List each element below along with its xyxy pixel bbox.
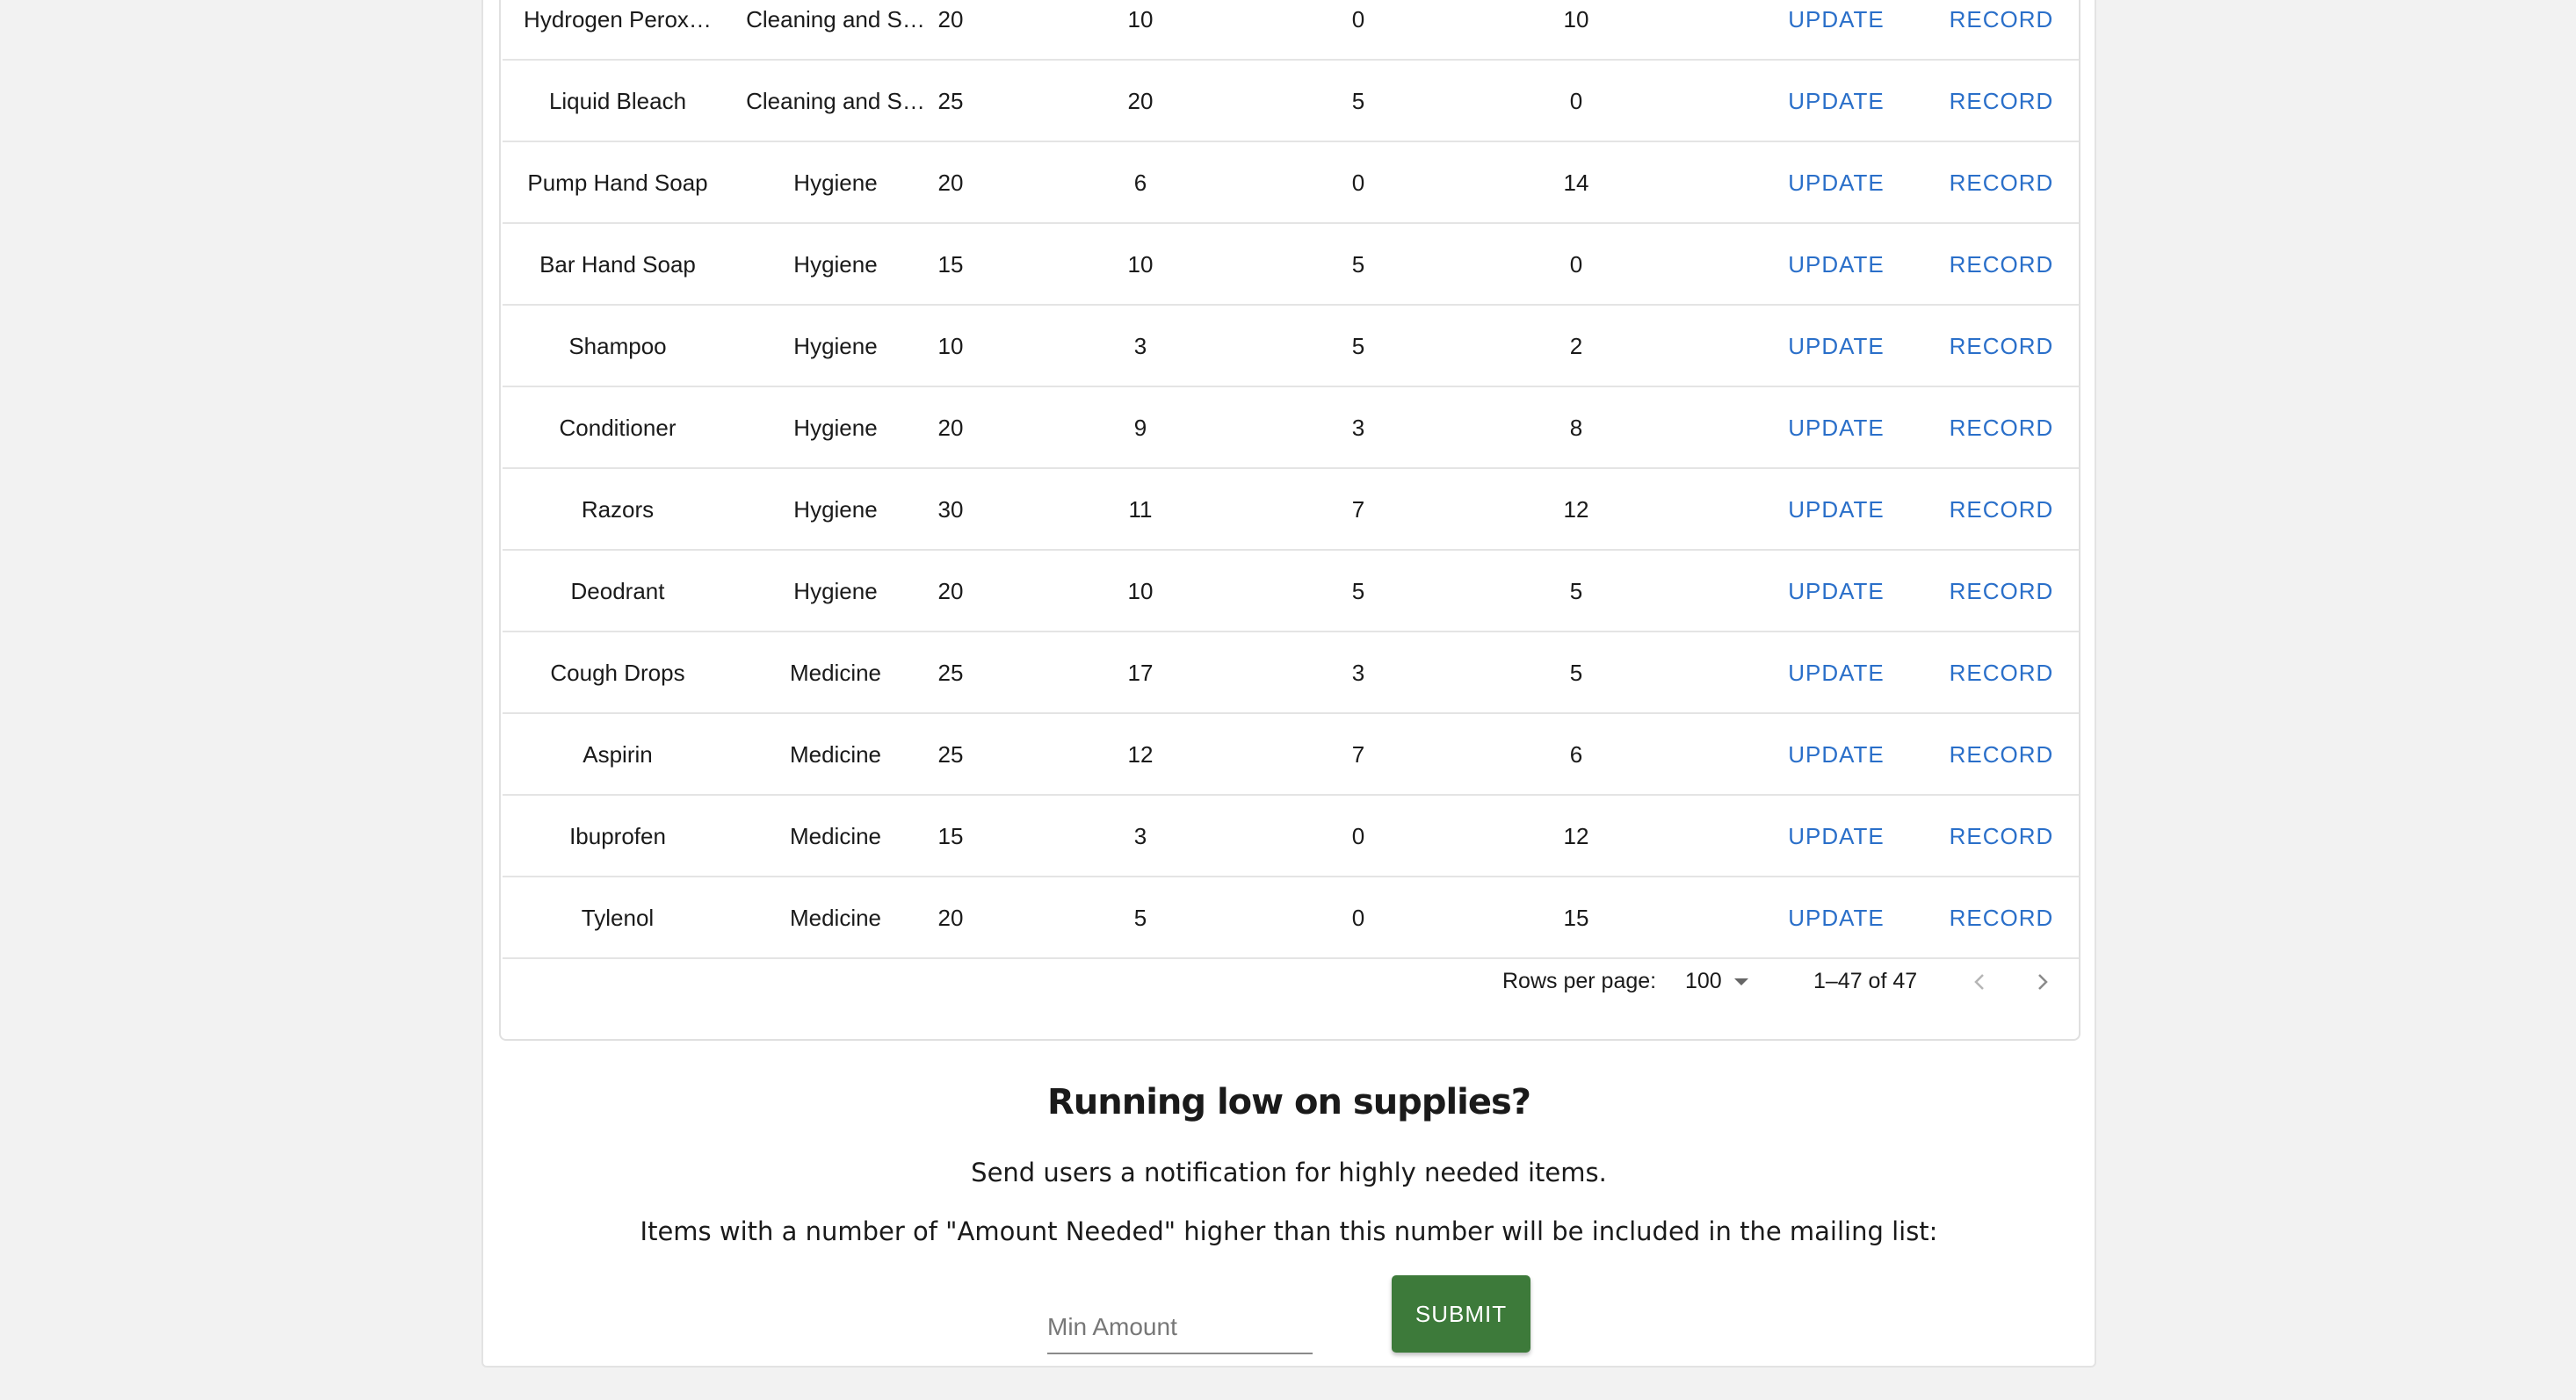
update-button[interactable]: UPDATE <box>1788 741 1885 768</box>
table-row <box>503 306 2079 387</box>
goal-cell: 20 <box>937 170 964 196</box>
amount-needed-cell: 10 <box>1563 6 1589 32</box>
goal-cell: 15 <box>937 251 964 278</box>
table-row <box>503 714 2079 796</box>
reserved-cell: 7 <box>1351 496 1365 523</box>
goal-cell: 15 <box>937 823 964 849</box>
reserved-cell: 7 <box>1351 741 1365 768</box>
table-row <box>503 387 2079 469</box>
item-name-cell: Conditioner <box>559 415 677 441</box>
reserved-cell: 5 <box>1351 578 1365 604</box>
table-row <box>503 0 2079 61</box>
notify-description: Items with a number of "Amount Needed" higher than this number will be included in the mailing list: <box>640 1216 1938 1246</box>
item-name-cell: Hydrogen Perox… <box>524 6 712 32</box>
rows-per-page-select[interactable] <box>1685 941 1764 1022</box>
record-button[interactable]: RECORD <box>1949 6 2054 32</box>
amount-needed-cell: 5 <box>1569 660 1583 686</box>
category-cell: Cleaning and S… <box>746 6 925 32</box>
item-name-cell: Aspirin <box>582 741 653 768</box>
item-name-cell: Shampoo <box>568 333 667 359</box>
record-button[interactable]: RECORD <box>1949 578 2054 604</box>
category-cell: Hygiene <box>793 251 878 278</box>
in-stock-cell: 20 <box>1127 88 1154 114</box>
update-button[interactable]: UPDATE <box>1788 578 1885 604</box>
in-stock-cell: 10 <box>1127 251 1154 278</box>
in-stock-cell: 3 <box>1133 823 1147 849</box>
amount-needed-cell: 14 <box>1563 170 1589 196</box>
chevron-right-icon[interactable] <box>2028 967 2058 997</box>
amount-needed-cell: 2 <box>1569 333 1583 359</box>
item-name-cell: Cough Drops <box>550 660 685 686</box>
pagination-range: 1–47 of 47 <box>1813 969 1918 993</box>
update-button[interactable]: UPDATE <box>1788 823 1885 849</box>
goal-cell: 20 <box>937 6 964 32</box>
category-cell: Hygiene <box>793 578 878 604</box>
table-row <box>503 224 2079 306</box>
goal-cell: 20 <box>937 578 964 604</box>
record-button[interactable]: RECORD <box>1949 905 2054 931</box>
goal-cell: 25 <box>937 660 964 686</box>
item-name-cell: Tylenol <box>581 905 655 931</box>
reserved-cell: 0 <box>1351 6 1365 32</box>
table-row <box>503 61 2079 142</box>
in-stock-cell: 3 <box>1133 333 1147 359</box>
item-name-cell: Bar Hand Soap <box>539 251 696 278</box>
table-row <box>503 632 2079 714</box>
submit-button[interactable]: SUBMIT <box>1392 1275 1530 1353</box>
min-amount-input[interactable] <box>1047 1302 1313 1354</box>
amount-needed-cell: 0 <box>1569 88 1583 114</box>
table-row <box>503 469 2079 551</box>
reserved-cell: 5 <box>1351 333 1365 359</box>
in-stock-cell: 9 <box>1133 415 1147 441</box>
category-cell: Hygiene <box>793 170 878 196</box>
update-button[interactable]: UPDATE <box>1788 415 1885 441</box>
update-button[interactable]: UPDATE <box>1788 251 1885 278</box>
table-row <box>503 796 2079 877</box>
amount-needed-cell: 0 <box>1569 251 1583 278</box>
goal-cell: 10 <box>937 333 964 359</box>
update-button[interactable]: UPDATE <box>1788 496 1885 523</box>
category-cell: Medicine <box>789 741 882 768</box>
update-button[interactable]: UPDATE <box>1788 905 1885 931</box>
record-button[interactable]: RECORD <box>1949 496 2054 523</box>
record-button[interactable]: RECORD <box>1949 333 2054 359</box>
table-row <box>503 142 2079 224</box>
notify-subtitle: Send users a notification for highly needed items. <box>971 1158 1607 1187</box>
notify-title: Running low on supplies? <box>1046 1082 1531 1122</box>
record-button[interactable]: RECORD <box>1949 741 2054 768</box>
record-button[interactable]: RECORD <box>1949 415 2054 441</box>
inventory-table <box>499 0 2080 1041</box>
table-pagination <box>503 941 2079 1022</box>
in-stock-cell: 10 <box>1127 6 1154 32</box>
goal-cell: 20 <box>937 905 964 931</box>
reserved-cell: 3 <box>1351 660 1365 686</box>
category-cell: Hygiene <box>793 333 878 359</box>
item-name-cell: Liquid Bleach <box>548 88 687 114</box>
category-cell: Medicine <box>789 660 882 686</box>
category-cell: Medicine <box>789 905 882 931</box>
category-cell: Hygiene <box>793 496 878 523</box>
amount-needed-cell: 12 <box>1563 823 1589 849</box>
rows-per-page-label: Rows per page: <box>1502 969 1657 993</box>
record-button[interactable]: RECORD <box>1949 823 2054 849</box>
amount-needed-cell: 12 <box>1563 496 1589 523</box>
goal-cell: 30 <box>937 496 964 523</box>
amount-needed-cell: 5 <box>1569 578 1583 604</box>
update-button[interactable]: UPDATE <box>1788 170 1885 196</box>
caret-down-icon <box>1734 978 1748 985</box>
amount-needed-cell: 8 <box>1569 415 1583 441</box>
reserved-cell: 5 <box>1351 88 1365 114</box>
reserved-cell: 3 <box>1351 415 1365 441</box>
record-button[interactable]: RECORD <box>1949 660 2054 686</box>
goal-cell: 20 <box>937 415 964 441</box>
in-stock-cell: 11 <box>1128 496 1153 523</box>
item-name-cell: Pump Hand Soap <box>527 170 708 196</box>
amount-needed-cell: 6 <box>1569 741 1583 768</box>
goal-cell: 25 <box>937 88 964 114</box>
update-button[interactable]: UPDATE <box>1788 6 1885 32</box>
chevron-left-icon[interactable] <box>1965 967 1994 997</box>
item-name-cell: Ibuprofen <box>569 823 666 849</box>
goal-cell: 25 <box>937 741 964 768</box>
in-stock-cell: 10 <box>1127 578 1154 604</box>
category-cell: Hygiene <box>793 415 878 441</box>
in-stock-cell: 5 <box>1133 905 1147 931</box>
table-row <box>503 551 2079 632</box>
record-button[interactable]: RECORD <box>1949 251 2054 278</box>
category-cell: Cleaning and S… <box>746 88 925 114</box>
reserved-cell: 0 <box>1351 823 1365 849</box>
in-stock-cell: 6 <box>1133 170 1147 196</box>
in-stock-cell: 17 <box>1127 660 1154 686</box>
reserved-cell: 5 <box>1351 251 1365 278</box>
update-button[interactable]: UPDATE <box>1788 88 1885 114</box>
item-name-cell: Deodrant <box>570 578 665 604</box>
update-button[interactable]: UPDATE <box>1788 660 1885 686</box>
category-cell: Medicine <box>789 823 882 849</box>
item-name-cell: Razors <box>581 496 655 523</box>
record-button[interactable]: RECORD <box>1949 88 2054 114</box>
rows-per-page-value: 100 <box>1685 969 1722 993</box>
in-stock-cell: 12 <box>1127 741 1154 768</box>
record-button[interactable]: RECORD <box>1949 170 2054 196</box>
reserved-cell: 0 <box>1351 905 1365 931</box>
amount-needed-cell: 15 <box>1563 905 1589 931</box>
update-button[interactable]: UPDATE <box>1788 333 1885 359</box>
reserved-cell: 0 <box>1351 170 1365 196</box>
